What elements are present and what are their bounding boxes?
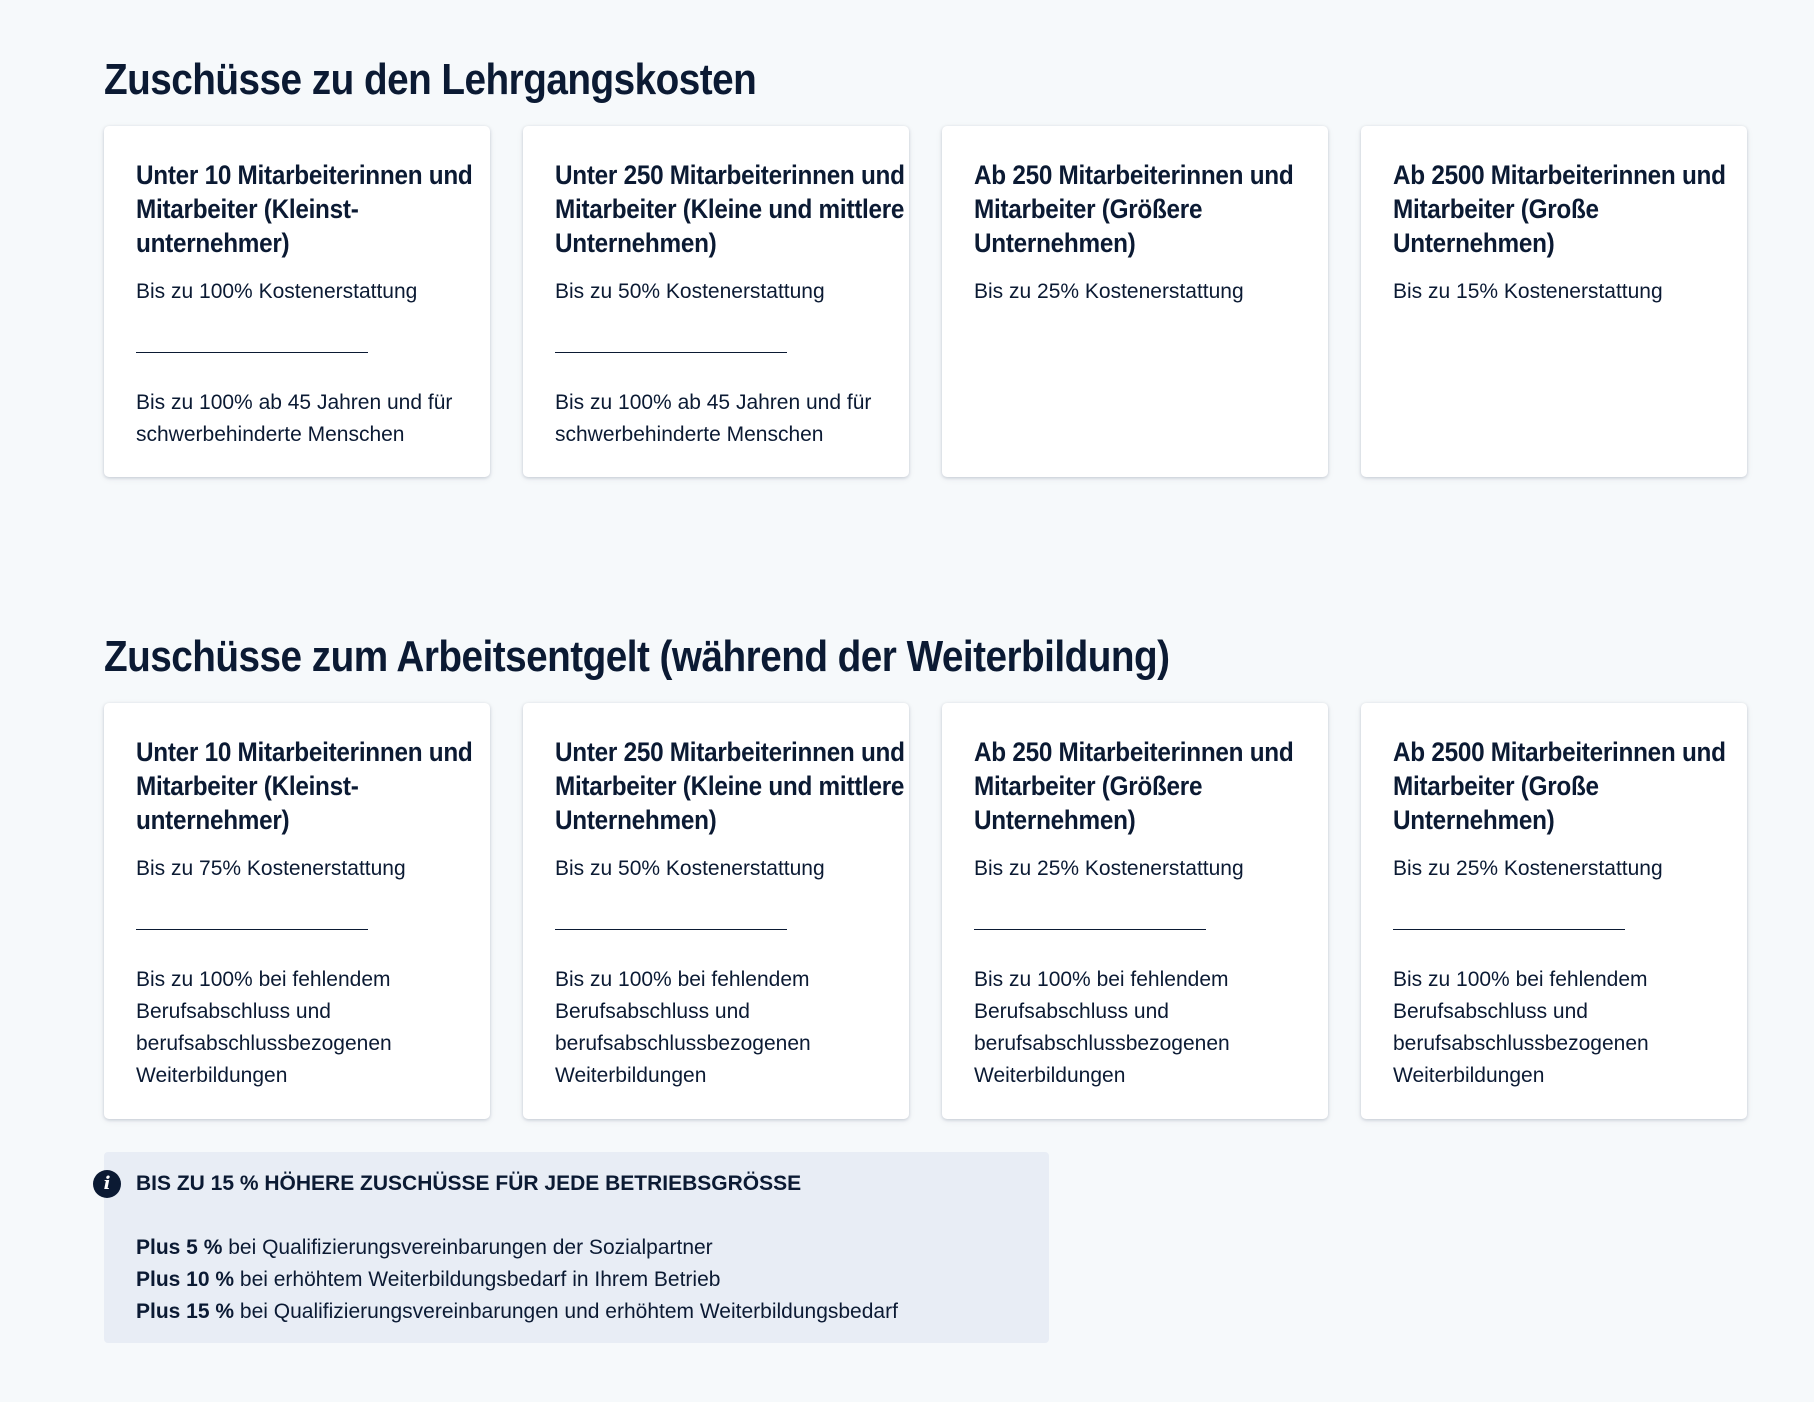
subsidy-card-under-10	[104, 126, 490, 477]
subsidy-card-under-250	[523, 703, 909, 1119]
card-divider	[136, 929, 368, 930]
card-divider	[555, 929, 787, 930]
card-rate: Bis zu 75% Kostenerstattung	[136, 857, 406, 880]
card-note: Bis zu 100% ab 45 Jahren und für schwerbehinderte Menschen	[136, 391, 453, 446]
info-icon: i	[93, 1170, 121, 1198]
bonus-line-plus-5	[136, 1232, 1017, 1264]
subsidy-card-from-250	[942, 126, 1328, 477]
subsidy-card-from-2500	[1361, 126, 1747, 477]
subsidy-card-from-250	[942, 703, 1328, 1119]
card-note: Bis zu 100% ab 45 Jahren und für schwerbehinderte Menschen	[555, 391, 872, 446]
card-note: Bis zu 100% bei fehlendem Berufsabschluss und berufsabschlussbezogenen Weiterbildungen	[555, 968, 811, 1087]
card-divider	[136, 352, 368, 353]
card-rate: Bis zu 25% Kostenerstattung	[974, 280, 1244, 303]
card-title: Ab 2500 Mitarbeiterinnen und Mitarbeiter (Große Unternehmen)	[1393, 737, 1726, 835]
card-rate: Bis zu 100% Kostenerstattung	[136, 280, 418, 303]
info-lines	[136, 1232, 1017, 1328]
card-title: Ab 250 Mitarbeiterinnen und Mitarbeiter (Größere Unternehmen)	[974, 160, 1294, 258]
card-rate: Bis zu 25% Kostenerstattung	[1393, 857, 1663, 880]
card-grid	[104, 126, 1814, 477]
card-title: Unter 250 Mitarbeiterinnen und Mitarbeiter (Kleine und mittlere Unternehmen)	[555, 737, 905, 835]
card-title: Unter 250 Mitarbeiterinnen und Mitarbeiter (Kleine und mittlere Unternehmen)	[555, 160, 905, 258]
bonus-description: bei Qualifizierungsvereinbarungen der Sozialpartner	[222, 1236, 713, 1259]
card-title: Ab 250 Mitarbeiterinnen und Mitarbeiter (Größere Unternehmen)	[974, 737, 1294, 835]
bonus-amount: Plus 5 %	[136, 1236, 223, 1259]
section-title: Zuschüsse zum Arbeitsentgelt (während der Weiterbildung)	[104, 632, 1170, 681]
card-divider	[1393, 929, 1625, 930]
bonus-amount: Plus 15 %	[136, 1300, 235, 1323]
card-title: Unter 10 Mitarbeiterinnen und Mitarbeiter (Kleinst-unternehmer)	[136, 737, 473, 835]
subsidy-card-under-10	[104, 703, 490, 1119]
section-lehrgangskosten	[104, 50, 1814, 477]
bonus-line-plus-15	[136, 1296, 1017, 1328]
bonus-amount: Plus 10 %	[136, 1268, 235, 1291]
card-title: Ab 2500 Mitarbeiterinnen und Mitarbeiter (Große Unternehmen)	[1393, 160, 1726, 258]
info-heading: BIS ZU 15 % HÖHERE ZUSCHÜSSE FÜR JEDE BETRIEBSGRÖSSE	[136, 1172, 802, 1195]
card-rate: Bis zu 50% Kostenerstattung	[555, 857, 825, 880]
card-grid	[104, 703, 1814, 1119]
subsidy-card-under-250	[523, 126, 909, 477]
card-rate: Bis zu 50% Kostenerstattung	[555, 280, 825, 303]
bonus-description: bei Qualifizierungsvereinbarungen und erhöhtem Weiterbildungsbedarf	[234, 1300, 898, 1323]
card-title: Unter 10 Mitarbeiterinnen und Mitarbeiter (Kleinst-unternehmer)	[136, 160, 473, 258]
card-rate: Bis zu 25% Kostenerstattung	[974, 857, 1244, 880]
card-note: Bis zu 100% bei fehlendem Berufsabschluss und berufsabschlussbezogenen Weiterbildungen	[136, 968, 392, 1087]
bonus-description: bei erhöhtem Weiterbildungsbedarf in Ihrem Betrieb	[234, 1268, 721, 1291]
subsidy-card-from-2500	[1361, 703, 1747, 1119]
card-rate: Bis zu 15% Kostenerstattung	[1393, 280, 1663, 303]
section-title: Zuschüsse zu den Lehrgangskosten	[104, 55, 757, 104]
bonus-line-plus-10	[136, 1264, 1017, 1296]
card-note: Bis zu 100% bei fehlendem Berufsabschluss und berufsabschlussbezogenen Weiterbildungen	[1393, 968, 1649, 1087]
card-divider	[555, 352, 787, 353]
card-note: Bis zu 100% bei fehlendem Berufsabschluss und berufsabschlussbezogenen Weiterbildungen	[974, 968, 1230, 1087]
section-arbeitsentgelt	[104, 627, 1814, 1343]
card-divider	[974, 929, 1206, 930]
bonus-info-box	[104, 1152, 1049, 1343]
